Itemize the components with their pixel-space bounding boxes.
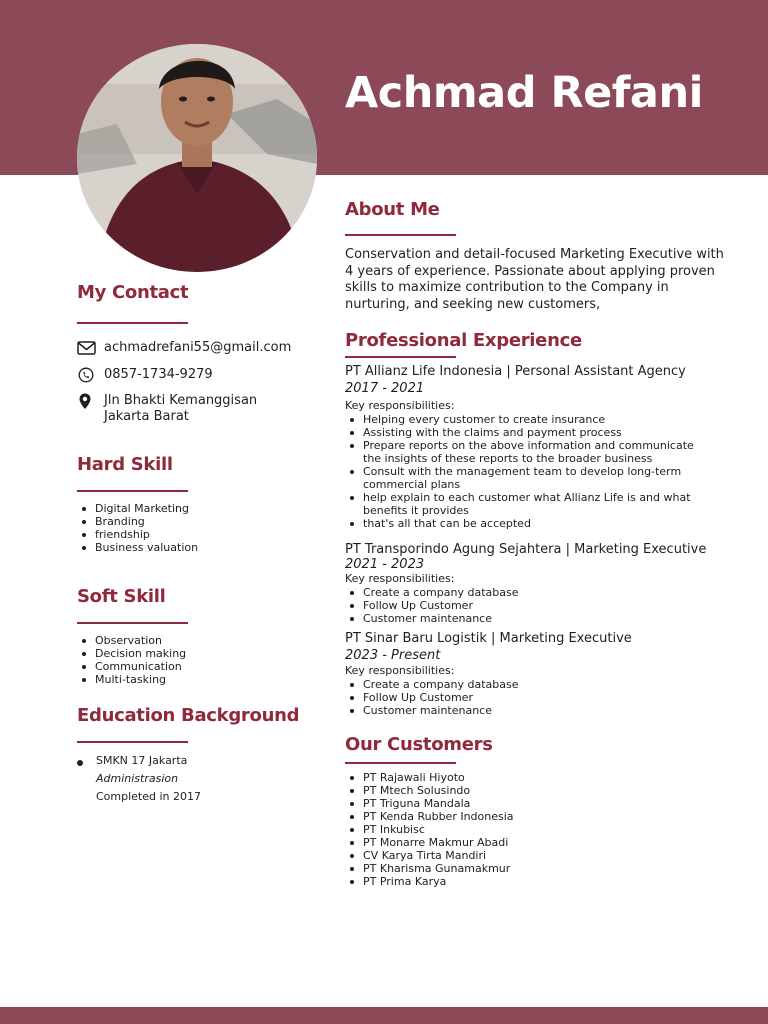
customers-title: Our Customers	[345, 734, 493, 755]
job-title: PT Transporindo Agung Sejahtera | Marketing Executive	[345, 542, 707, 557]
candidate-name: Achmad Refani	[345, 68, 703, 118]
customer-item: CV Karya Tirta Mandiri	[345, 849, 514, 862]
job-key-label: Key responsibilities:	[345, 399, 455, 412]
contact-email-row	[77, 340, 291, 356]
customers-list	[345, 771, 514, 888]
responsibility-item: Follow Up Customer	[345, 691, 705, 704]
responsibility-item: Customer maintenance	[345, 704, 705, 717]
soft-skill-list	[77, 634, 186, 686]
education-school: SMKN 17 Jakarta	[96, 754, 188, 767]
responsibility-item: Create a company database	[345, 586, 705, 599]
soft-skill-item: Decision making	[77, 647, 186, 660]
profile-photo	[77, 44, 317, 272]
footer-band	[0, 1007, 768, 1024]
education-completed: Completed in 2017	[96, 790, 202, 803]
responsibility-item: Helping every customer to create insurance	[345, 413, 705, 426]
contact-address-line2: Jakarta Barat	[104, 409, 189, 424]
customer-item: PT Inkubisc	[345, 823, 514, 836]
education-entry	[77, 752, 201, 806]
job-title: PT Sinar Baru Logistik | Marketing Executive	[345, 631, 632, 646]
job-responsibilities	[345, 586, 705, 625]
customer-item: PT Prima Karya	[345, 875, 514, 888]
about-title: About Me	[345, 199, 440, 220]
customer-item: PT Kharisma Gunamakmur	[345, 862, 514, 875]
responsibility-item: Assisting with the claims and payment process	[345, 426, 705, 439]
hard-skill-rule	[77, 490, 188, 492]
contact-title: My Contact	[77, 282, 189, 303]
soft-skill-title: Soft Skill	[77, 586, 166, 607]
hard-skill-item: Digital Marketing	[77, 502, 198, 515]
job-period: 2017 - 2021	[345, 381, 425, 396]
hard-skill-item: Business valuation	[77, 541, 198, 554]
contact-rule	[77, 322, 188, 324]
contact-phone[interactable]: 0857-1734-9279	[104, 367, 213, 382]
education-major: Administrasion	[96, 772, 179, 785]
experience-title: Professional Experience	[345, 330, 582, 351]
job-key-label: Key responsibilities:	[345, 664, 455, 677]
soft-skill-item: Multi-tasking	[77, 673, 186, 686]
responsibility-item: that's all that can be accepted	[345, 517, 705, 530]
customers-rule	[345, 762, 456, 764]
profile-photo-illustration	[77, 44, 317, 272]
education-rule	[77, 741, 188, 743]
about-rule	[345, 234, 456, 236]
job-title: PT Allianz Life Indonesia | Personal Assistant Agency	[345, 364, 686, 379]
customer-item: PT Rajawali Hiyoto	[345, 771, 514, 784]
responsibility-item: Prepare reports on the above information and communicate the insights of these reports to the broader business	[345, 439, 705, 465]
contact-address-line1: Jln Bhakti Kemanggisan	[104, 393, 258, 408]
about-text: Conservation and detail-focused Marketing Executive with 4 years of experience. Passionate about applying proven skills to maximize contribution to the Company in nurturing, and seeking new customers,	[345, 247, 724, 312]
soft-skill-item: Communication	[77, 660, 186, 673]
job-period: 2023 - Present	[345, 648, 441, 663]
contact-address-row	[77, 393, 257, 425]
customer-item: PT Kenda Rubber Indonesia	[345, 810, 514, 823]
responsibility-item: Consult with the management team to develop long-term commercial plans	[345, 465, 705, 491]
contact-phone-row	[77, 367, 213, 383]
soft-skill-rule	[77, 622, 188, 624]
responsibility-item: Customer maintenance	[345, 612, 705, 625]
education-bullet	[77, 760, 83, 766]
contact-email[interactable]: achmadrefani55@gmail.com	[104, 340, 292, 355]
job-key-label: Key responsibilities:	[345, 572, 455, 585]
job-responsibilities	[345, 413, 705, 530]
phone-icon	[77, 367, 97, 383]
hard-skill-list	[77, 502, 198, 554]
education-title: Education Background	[77, 705, 300, 726]
job-responsibilities	[345, 678, 705, 717]
customer-item: PT Monarre Makmur Abadi	[345, 836, 514, 849]
hard-skill-item: Branding	[77, 515, 198, 528]
mail-icon	[77, 340, 97, 356]
responsibility-item: Create a company database	[345, 678, 705, 691]
hard-skill-title: Hard Skill	[77, 454, 173, 475]
soft-skill-item: Observation	[77, 634, 186, 647]
hard-skill-item: friendship	[77, 528, 198, 541]
customer-item: PT Triguna Mandala	[345, 797, 514, 810]
customer-item: PT Mtech Solusindo	[345, 784, 514, 797]
experience-rule	[345, 356, 456, 358]
responsibility-item: Follow Up Customer	[345, 599, 705, 612]
location-pin-icon	[77, 393, 97, 409]
contact-address	[104, 393, 257, 425]
responsibility-item: help explain to each customer what Allianz Life is and what benefits it provides	[345, 491, 705, 517]
job-period: 2021 - 2023	[345, 557, 425, 572]
